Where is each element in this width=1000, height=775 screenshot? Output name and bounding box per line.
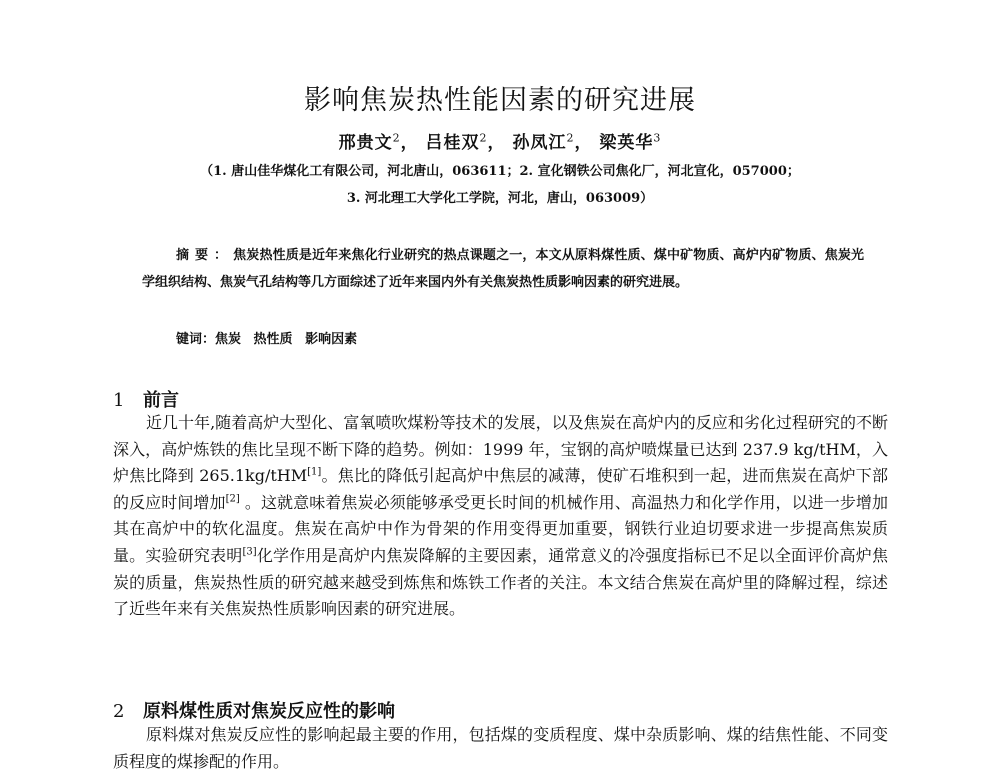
author-affil-mark: 2 <box>392 131 401 145</box>
section-heading-1 <box>113 386 179 412</box>
author-affil-mark: 3 <box>653 131 662 145</box>
author-separator: ， <box>487 133 506 153</box>
keywords-items: 焦炭 热性质 影响因素 <box>215 332 358 347</box>
paragraph-text: 近几十年,随着高炉大型化、富氧喷吹煤粉等技术的发展，以及焦炭在高炉内的反应和劣化过程研究的不断深入，高炉炼铁的焦比呈现不断下降的趋势。例如：1999 年，宝钢的高炉喷煤量已达到 237.9 kg/tHM，入炉焦比降到 265.1kg/tHM <box>113 413 888 486</box>
affiliation-line-1: （1. 唐山佳华煤化工有限公司，河北唐山，063611；2. 宣化钢铁公司焦化厂，河北宣化，057000； <box>200 164 800 179</box>
keywords-label: 键词： <box>176 332 216 347</box>
paragraph-text: 化学作用是高炉内焦炭降解的主要因素，通常意义的冷强度指标已不足以全面评价高炉焦炭的质量，焦炭热性质的研究越来越受到炼焦和炼铁工作者的关注。本文结合焦炭在高炉里的降解过程，综述了近些年来有关焦炭热性质影响因素的研究进展。 <box>113 545 888 619</box>
section-2-paragraph: 原料煤对焦炭反应性的影响起最主要的作用，包括煤的变质程度、煤中杂质影响、煤的结焦性能、不同变质程度的煤掺配的作用。 <box>113 725 888 771</box>
abstract <box>142 242 864 296</box>
author-name: 孙凤江 <box>512 133 567 153</box>
author-name: 邢贵文 <box>338 133 393 153</box>
section-number: 1 <box>113 390 125 411</box>
author-separator: ， <box>400 133 419 153</box>
author-affil-mark: 2 <box>566 131 575 145</box>
section-title: 原料煤性质对焦炭反应性的影响 <box>143 701 395 722</box>
paper-title: 影响焦炭热性能因素的研究进展 <box>304 85 696 116</box>
author-separator: ， <box>574 133 593 153</box>
keywords <box>176 328 357 347</box>
section-number: 2 <box>113 701 125 722</box>
paragraph-text: 。这就意味着焦炭必须能够承受更长时间的机械作用、高温热力和化学作用，以进一步增加其在高炉中的软化温度。焦炭在高炉中作为骨架的作用变得更加重要，钢铁行业迫切要求进一步提高焦炭质量。实验研究表明 <box>113 492 888 565</box>
abstract-text: 焦炭热性质是近年来焦化行业研究的热点课题之一，本文从原料煤性质、煤中矿物质、高炉内矿物质、焦炭光学组织结构、焦炭气孔结构等几方面综述了近年来国内外有关焦炭热性质影响因素的研究进展。 <box>142 248 864 290</box>
author-name: 吕桂双 <box>425 133 480 153</box>
paragraph-text: 。焦比的降低引起高炉中焦层的减薄，使矿石堆积到一起，进而焦炭在高炉下部的反应时间增加 <box>113 466 888 512</box>
author-list <box>0 128 1000 153</box>
intro-paragraph <box>113 410 888 623</box>
citation-mark: [1] <box>307 466 322 478</box>
section-title: 前言 <box>143 390 179 411</box>
author-name: 梁英华 <box>599 133 654 153</box>
author-affil-mark: 2 <box>479 131 488 145</box>
citation-mark: [2] <box>225 493 240 505</box>
abstract-label: 摘要： <box>176 248 234 263</box>
affiliation-line-2: 3. 河北理工大学化工学院，河北，唐山，063009） <box>346 191 654 206</box>
citation-mark: [3] <box>242 546 257 558</box>
section-heading-2 <box>113 697 395 723</box>
